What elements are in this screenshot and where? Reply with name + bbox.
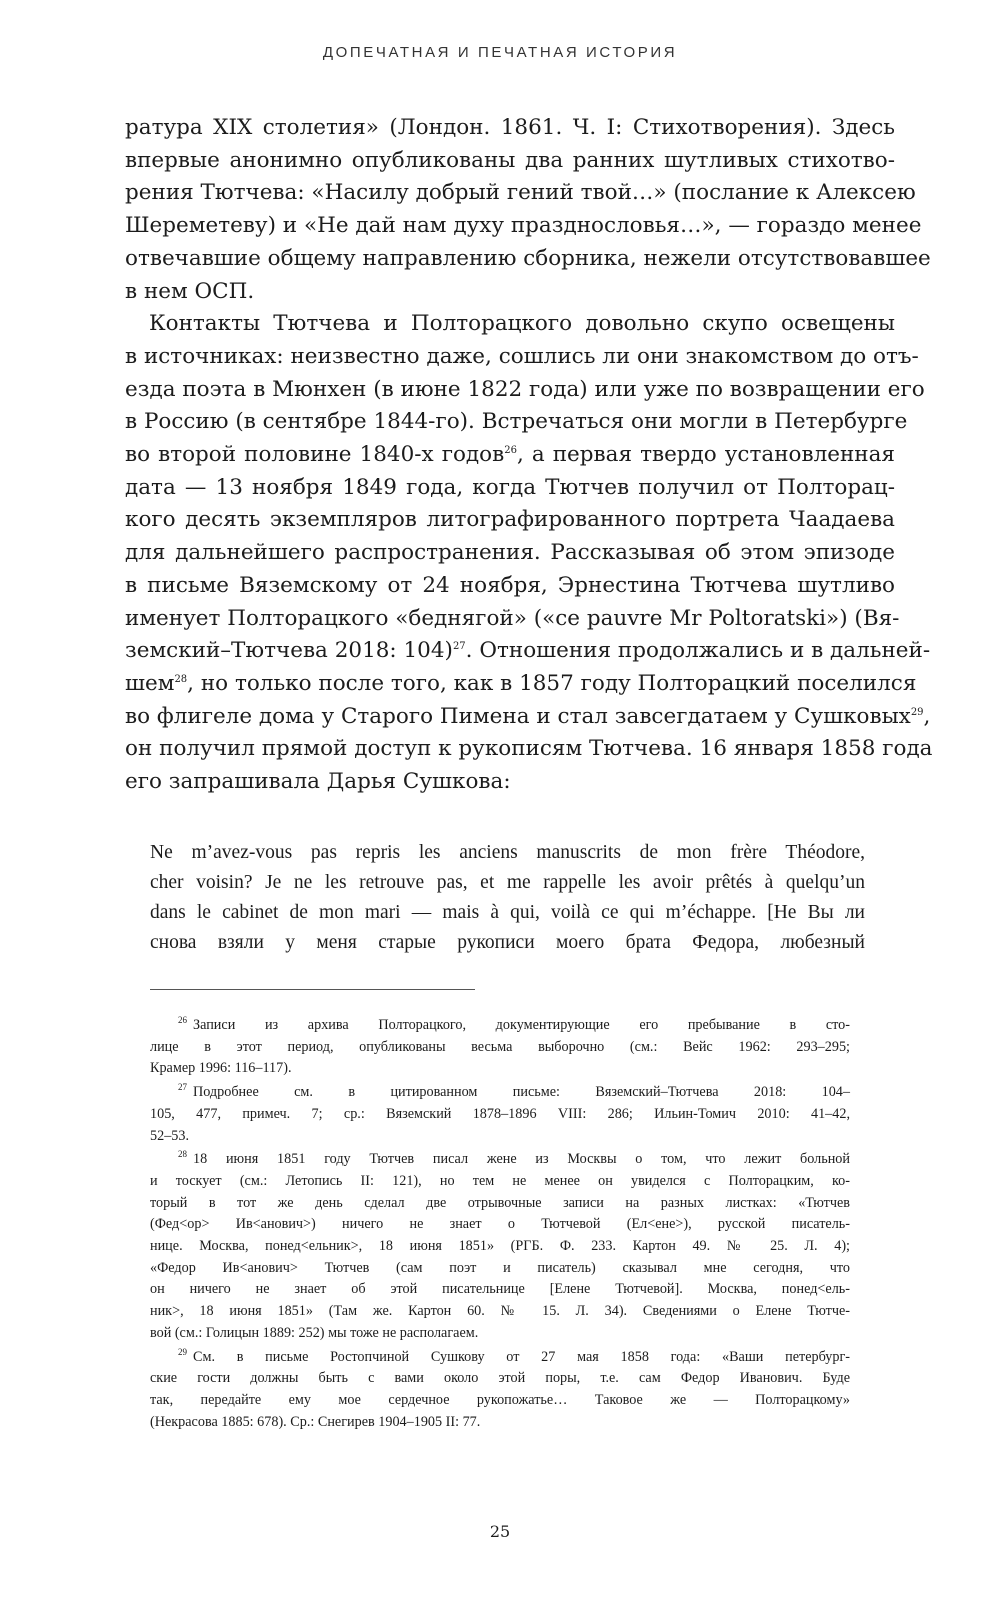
- footnote-line: ские гости должны быть с вами около этой поры, т.е. сам Федор Иванович. Буде: [150, 1370, 850, 1387]
- quote-line: dans le cabinet de mon mari — mais à qui, voilà ce qui m’échappe. [Не Вы ли: [150, 902, 865, 923]
- text-line: в источниках: неизвестно даже, сошлись ли они знакомством до отъ-: [125, 343, 919, 369]
- footnote-line: торый в тот же день сделал две отрывочные записи на разных листках: «Тютчев: [150, 1194, 850, 1211]
- footnote-number: 29: [178, 1346, 187, 1357]
- footnote-number: 26: [178, 1015, 187, 1026]
- text-line: [125, 635, 931, 668]
- footnote-line: «Федор Ив<анович> Тютчев (сам поэт и писатель) сказывал мне сегодня, что: [150, 1259, 850, 1276]
- text-line: [125, 668, 917, 701]
- text-fragment: , но только после того, как в 1857 году Полторацкий поселился: [187, 670, 917, 696]
- text-line: дата — 13 ноября 1849 года, когда Тютчев получил от Полторац-: [125, 474, 895, 500]
- text-line: езда поэта в Мюнхен (в июне 1822 года) или уже по возвращении его: [125, 376, 925, 402]
- footnote-line: ник>, 18 июня 1851» (Там же. Картон 60. № 15. Л. 34). Сведениями о Елене Тютче-: [150, 1303, 850, 1320]
- footnotes: [150, 1015, 850, 1435]
- text-line: в Россию (в сентябре 1844-го). Встречаться они могли в Петербурге: [125, 409, 908, 435]
- text-line: он получил прямой доступ к рукописям Тютчева. 16 января 1858 года: [125, 736, 933, 762]
- text-fragment: . Отношения продолжались и в дальней-: [465, 638, 931, 664]
- text-line: в письме Вяземскому от 24 ноября, Эрнестина Тютчева шутливо: [125, 572, 895, 598]
- footnote-line: 105, 477, примеч. 7; ср.: Вяземский 1878–1896 VIII: 286; Ильин-Томич 2010: 41–42,: [150, 1105, 850, 1122]
- footnote-line: [150, 1347, 850, 1369]
- footnote-number: 27: [178, 1082, 187, 1093]
- footnote-line: 52–53.: [150, 1127, 190, 1144]
- text-line: именует Полторацкого «беднягой» («ce pauvre Mr Poltoratski») (Вя-: [125, 605, 900, 631]
- footnote-line: Крамер 1996: 116–117).: [150, 1060, 292, 1077]
- text-line: в нем ОСП.: [125, 278, 255, 304]
- quote-line: cher voisin? Je ne les retrouve pas, et me rappelle les avoir prêtés à quelqu’un: [150, 872, 865, 893]
- text-line: [125, 701, 931, 734]
- text-fragment: шем: [125, 670, 175, 696]
- footnote-line: [150, 1149, 850, 1171]
- text-fragment: во флигеле дома у Старого Пимена и стал завсегдатаем у Сушковых: [125, 703, 911, 729]
- footnote-number: 28: [178, 1149, 187, 1160]
- text-fragment: ,: [923, 703, 931, 729]
- text-fragment: земский–Тютчева 2018: 104): [125, 638, 453, 664]
- footnote-line: он ничего не знает об этой писательнице [Елене Тютчевой]. Москва, понед<ель-: [150, 1281, 850, 1298]
- text-fragment: Записи из архива Полторацкого, документирующие его пребывание в сто-: [193, 1017, 850, 1033]
- text-line: впервые анонимно опубликованы два ранних шутливых стихотво-: [125, 147, 895, 173]
- text-fragment: , а первая твердо установленная: [516, 442, 895, 468]
- text-line: Шереметеву) и «Не дай нам духу празднословья…», — гораздо менее: [125, 213, 922, 239]
- footnote-29: [150, 1347, 850, 1434]
- block-quote: [150, 838, 865, 958]
- quote-line: Ne m’avez-vous pas repris les anciens manuscrits de mon frère Théodore,: [150, 842, 865, 863]
- footnote-ref-28[interactable]: 28: [174, 673, 188, 685]
- main-text: [125, 112, 933, 799]
- footnote-line: [150, 1082, 850, 1104]
- text-line: рения Тютчева: «Насилу добрый гений твой…» (послание к Алексею: [125, 180, 916, 206]
- text-line: его запрашивала Дарья Сушкова:: [125, 769, 511, 795]
- text-fragment: См. в письме Ростопчиной Сушкову от 27 мая 1858 года: «Ваши петербург-: [193, 1348, 850, 1365]
- text-line: [125, 439, 895, 472]
- footnote-line: нице. Москва, понед<ельник>, 18 июня 1851» (РГБ. Ф. 233. Картон 49. № 25. Л. 4);: [150, 1238, 850, 1255]
- footnote-ref-27[interactable]: 27: [452, 641, 466, 653]
- footnote-ref-29[interactable]: 29: [910, 706, 924, 718]
- text-fragment: Подробнее см. в цитированном письме: Вяземский–Тютчева 2018: 104–: [193, 1084, 850, 1101]
- footnote-line: вой (см.: Голицын 1889: 252) мы тоже не располагаем.: [150, 1324, 479, 1341]
- footnote-line: так, передайте ему мое сердечное рукопожатье… Таковое же — Полторацкому»: [150, 1391, 850, 1408]
- quote-line: снова взяли у меня старые рукописи моего брата Федора, любезный: [150, 932, 865, 953]
- text-line: отвечавшие общему направлению сборника, нежели отсутствовавшее: [125, 245, 931, 271]
- page-number: 25: [489, 1522, 511, 1541]
- running-head: ДОПЕЧАТНАЯ И ПЕЧАТНАЯ ИСТОРИЯ: [322, 44, 678, 61]
- footnote-line: и тоскует (см.: Летопись II: 121), но тем не менее он увиделся с Полторацким, ко-: [150, 1172, 850, 1189]
- text-line: для дальнейшего распространения. Рассказывая об этом эпизоде: [125, 540, 895, 566]
- footnote-27: [150, 1082, 850, 1147]
- text-line: Контакты Тютчева и Полторацкого довольно скупо освещены: [149, 311, 895, 337]
- text-fragment: во второй половине 1840-х годов: [125, 442, 505, 468]
- footnote-26: [150, 1015, 850, 1080]
- text-line: кого десять экземпляров литографированного портрета Чаадаева: [125, 507, 895, 533]
- footnote-line: (Фед<ор> Ив<анович>) ничего не знает о Тютчевой (Ел<ене>), русской писатель-: [150, 1216, 850, 1233]
- footnote-line: (Некрасова 1885: 678). Ср.: Снегирев 1904–1905 II: 77.: [150, 1413, 481, 1430]
- footnote-line: лице в этот период, опубликованы весьма выборочно (см.: Вейс 1962: 293–295;: [150, 1038, 850, 1055]
- footnote-line: [150, 1015, 850, 1037]
- footnote-separator: [150, 989, 475, 990]
- footnote-ref-26[interactable]: 26: [504, 444, 517, 456]
- text-fragment: 18 июня 1851 году Тютчев писал жене из Москвы о том, что лежит больной: [193, 1151, 850, 1168]
- footnote-28: [150, 1149, 850, 1344]
- text-line: ратура XIX столетия» (Лондон. 1861. Ч. I: Стихотворения). Здесь: [125, 115, 895, 140]
